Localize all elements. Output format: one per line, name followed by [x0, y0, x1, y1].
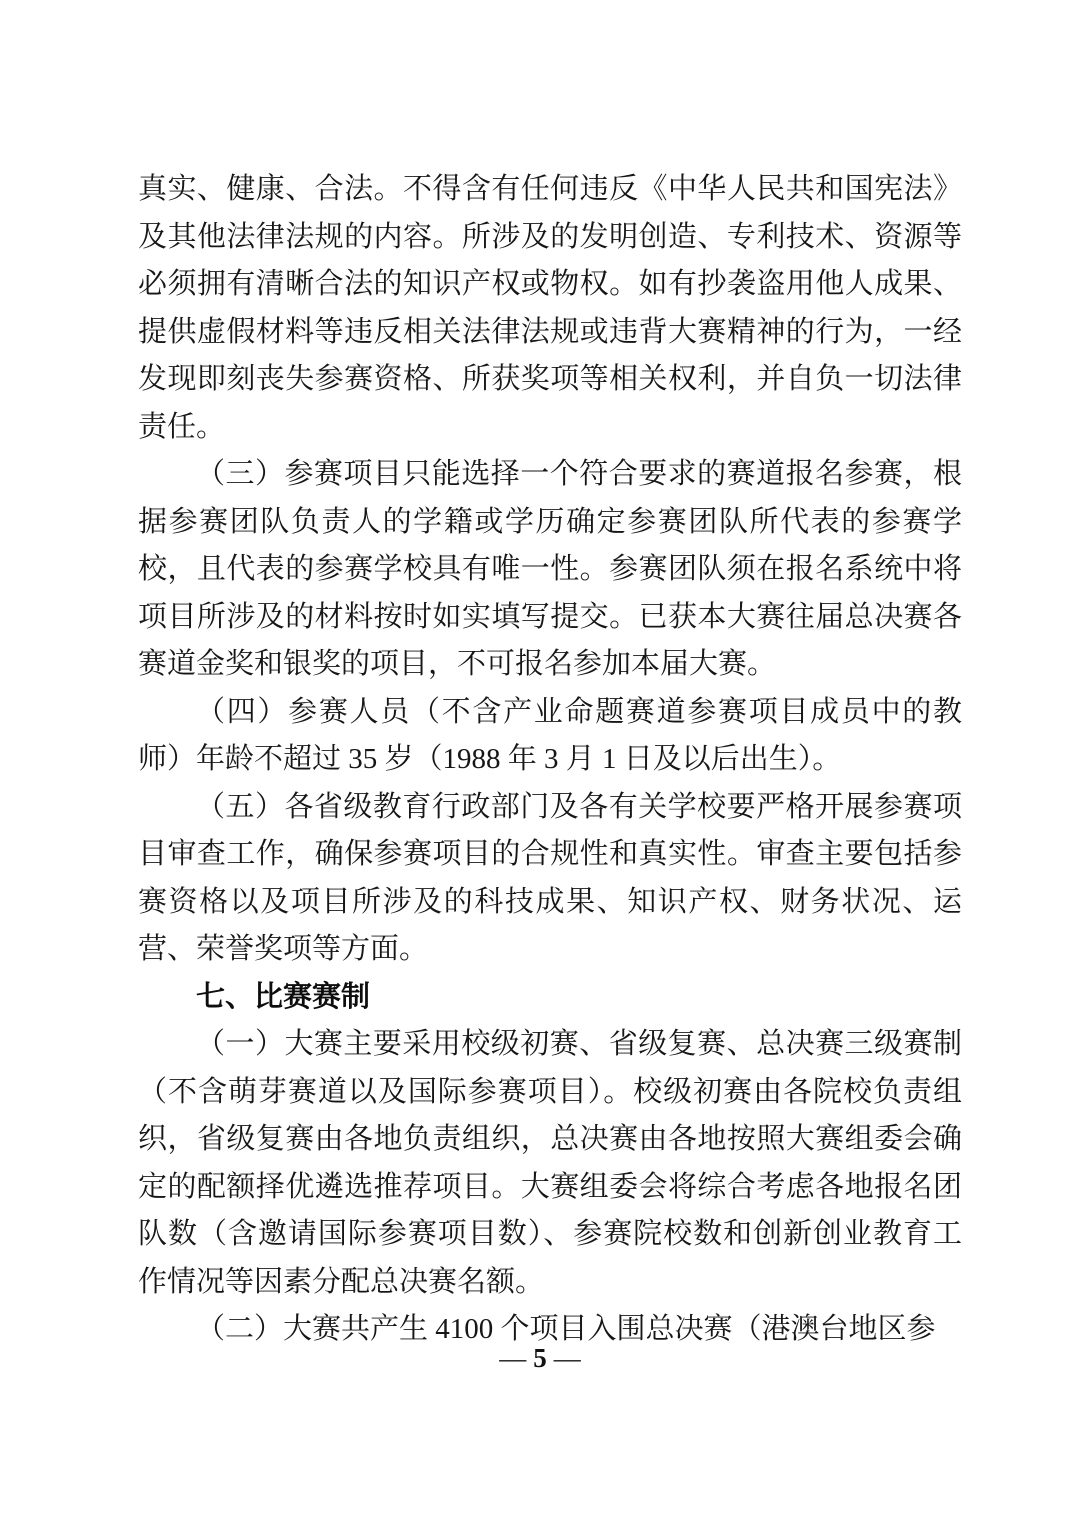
page-number: 5	[533, 1343, 547, 1373]
paragraph-rule-four: （四）参赛人员（不含产业命题赛道参赛项目成员中的教师）年龄不超过 35 岁（1988 年 3 月 1 日及以后出生）。	[138, 695, 962, 775]
footer-dash-left: —	[499, 1343, 527, 1373]
section-heading-competition-format: 七、比赛赛制	[196, 980, 371, 1013]
page-footer	[0, 1338, 1080, 1378]
footer-dash-right: —	[553, 1343, 581, 1373]
paragraph-rule-five: （五）各省级教育行政部门及各有关学校要严格开展参赛项目审查工作，确保参赛项目的合规性和真实性。审查主要包括参赛资格以及项目所涉及的科技成果、知识产权、财务状况、运营、荣誉奖项等方面。	[138, 790, 962, 965]
paragraph-format-two: （二）大赛共产生 4100 个项目入围总决赛（港澳台地区参	[196, 1313, 936, 1345]
document-text-block	[138, 166, 962, 1354]
paragraph-format-one: （一）大赛主要采用校级初赛、省级复赛、总决赛三级赛制（不含萌芽赛道以及国际参赛项目）。校级初赛由各院校负责组织，省级复赛由各地负责组织，总决赛由各地按照大赛组委会确定的配额择优遴选推荐项目。大赛组委会将综合考虑各地报名团队数（含邀请国际参赛项目数）、参赛院校数和创新创业教育工作情况等因素分配总决赛名额。	[138, 1028, 962, 1298]
paragraph-eligibility-continuation: 真实、健康、合法。不得含有任何违反《中华人民共和国宪法》及其他法律法规的内容。所涉及的发明创造、专利技术、资源等必须拥有清晰合法的知识产权或物权。如有抄袭盗用他人成果、提供虚假材料等违反相关法律法规或违背大赛精神的行为，一经发现即刻丧失参赛资格、所获奖项等相关权利，并自负一切法律责任。	[138, 173, 962, 443]
paragraph-rule-three: （三）参赛项目只能选择一个符合要求的赛道报名参赛，根据参赛团队负责人的学籍或学历确定参赛团队所代表的参赛学校，且代表的参赛学校具有唯一性。参赛团队须在报名系统中将项目所涉及的材料按时如实填写提交。已获本大赛往届总决赛各赛道金奖和银奖的项目，不可报名参加本届大赛。	[138, 458, 962, 680]
